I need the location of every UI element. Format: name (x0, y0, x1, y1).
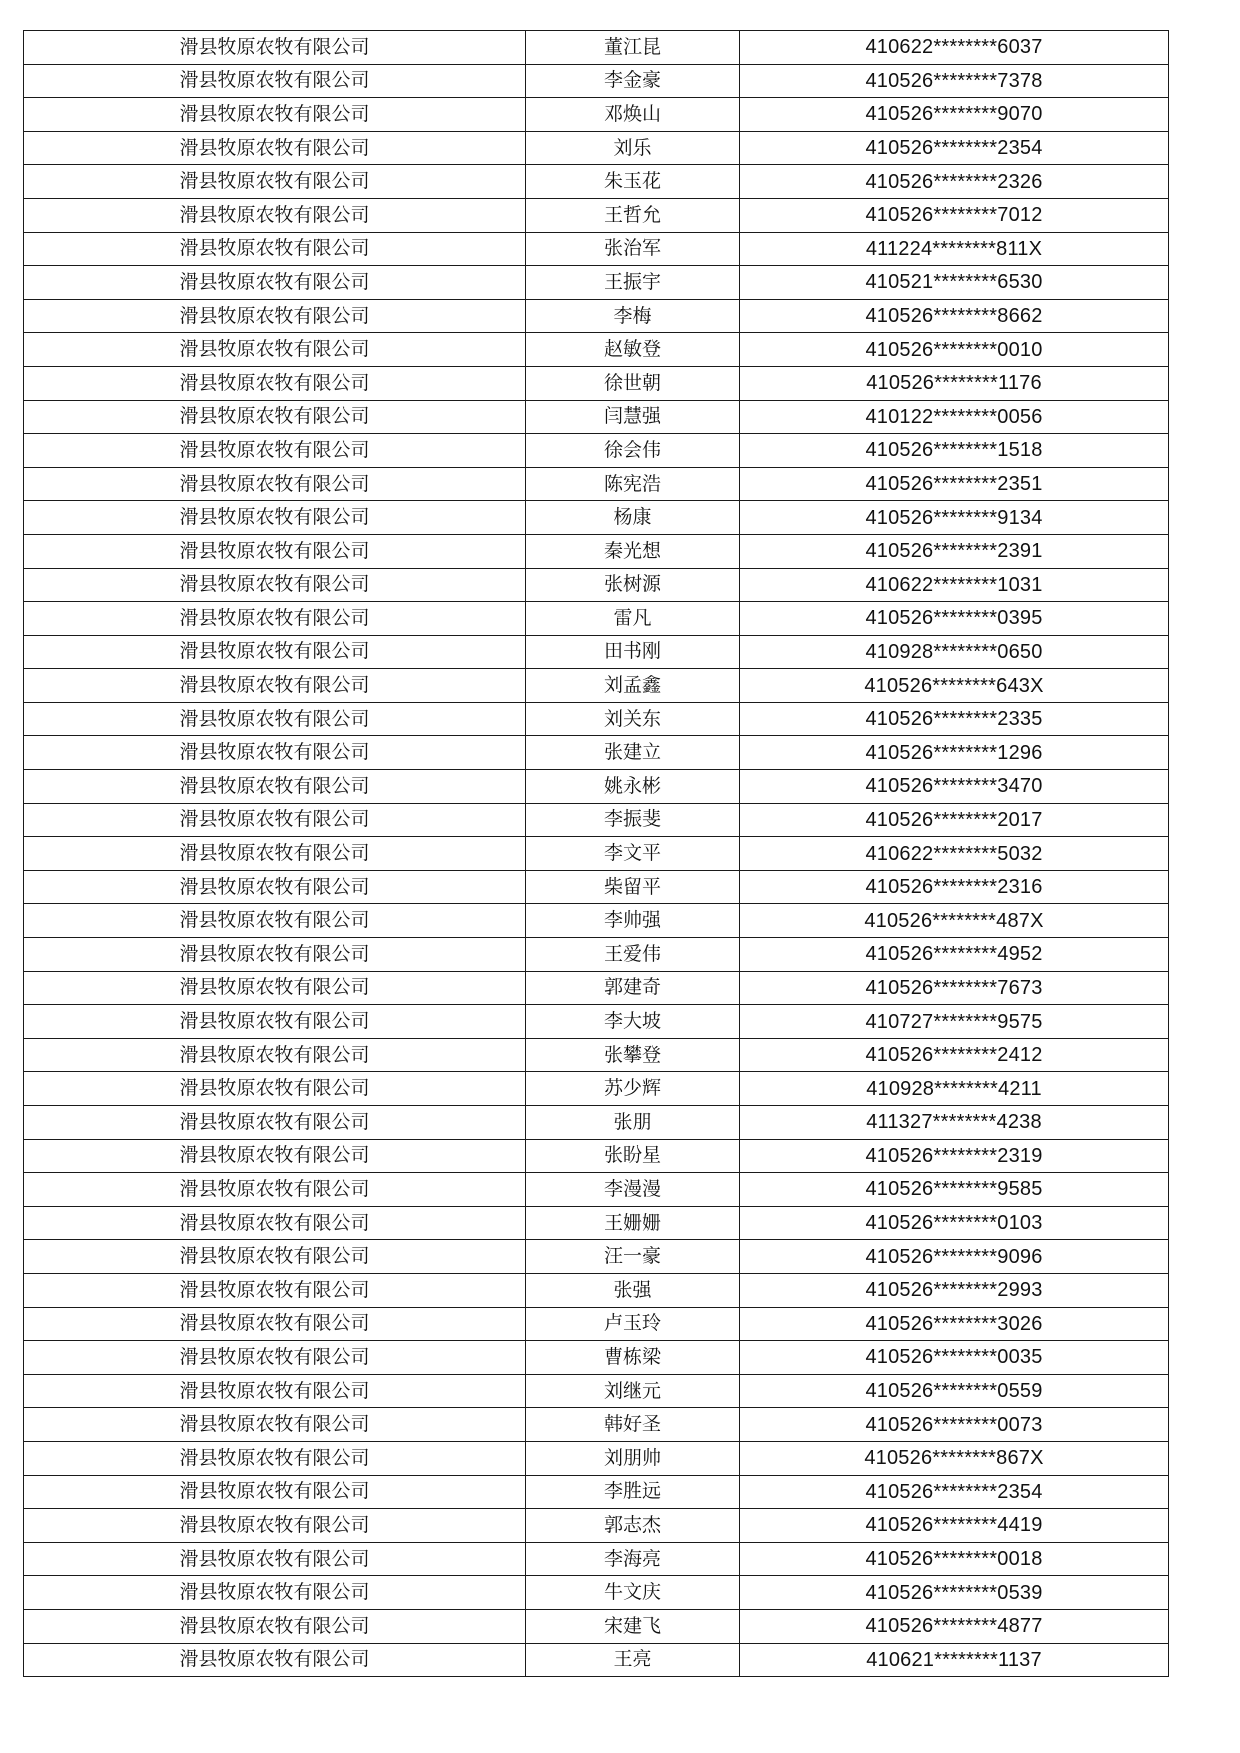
id-number-cell: 410526********2351 (740, 467, 1169, 501)
name-cell: 朱玉花 (526, 165, 740, 199)
name-cell: 汪一豪 (526, 1240, 740, 1274)
name-cell: 张治军 (526, 232, 740, 266)
roster-table (23, 30, 1169, 1677)
name-cell: 牛文庆 (526, 1576, 740, 1610)
company-cell: 滑县牧原农牧有限公司 (24, 1441, 526, 1475)
table-row (24, 1341, 1169, 1375)
name-cell: 刘孟鑫 (526, 669, 740, 703)
company-cell: 滑县牧原农牧有限公司 (24, 736, 526, 770)
company-cell: 滑县牧原农牧有限公司 (24, 266, 526, 300)
table-row (24, 1240, 1169, 1274)
id-number-cell: 410526********7673 (740, 971, 1169, 1005)
table-row (24, 266, 1169, 300)
table-row (24, 1139, 1169, 1173)
id-number-cell: 410526********2316 (740, 870, 1169, 904)
table-row (24, 870, 1169, 904)
name-cell: 赵敏登 (526, 333, 740, 367)
name-cell: 雷凡 (526, 602, 740, 636)
name-cell: 李文平 (526, 837, 740, 871)
table-row (24, 1106, 1169, 1140)
id-number-cell: 410727********9575 (740, 1005, 1169, 1039)
table-row (24, 1475, 1169, 1509)
company-cell: 滑县牧原农牧有限公司 (24, 333, 526, 367)
company-cell: 滑县牧原农牧有限公司 (24, 165, 526, 199)
name-cell: 田书刚 (526, 635, 740, 669)
company-cell: 滑县牧原农牧有限公司 (24, 1139, 526, 1173)
company-cell: 滑县牧原农牧有限公司 (24, 837, 526, 871)
company-cell: 滑县牧原农牧有限公司 (24, 98, 526, 132)
company-cell: 滑县牧原农牧有限公司 (24, 1206, 526, 1240)
company-cell: 滑县牧原农牧有限公司 (24, 602, 526, 636)
id-number-cell: 410526********0103 (740, 1206, 1169, 1240)
company-cell: 滑县牧原农牧有限公司 (24, 1307, 526, 1341)
id-number-cell: 410526********4952 (740, 938, 1169, 972)
company-cell: 滑县牧原农牧有限公司 (24, 1005, 526, 1039)
company-cell: 滑县牧原农牧有限公司 (24, 568, 526, 602)
table-row (24, 770, 1169, 804)
company-cell: 滑县牧原农牧有限公司 (24, 1609, 526, 1643)
table-row (24, 64, 1169, 98)
id-number-cell: 410928********4211 (740, 1072, 1169, 1106)
name-cell: 李金豪 (526, 64, 740, 98)
name-cell: 张强 (526, 1273, 740, 1307)
table-row (24, 1273, 1169, 1307)
name-cell: 李漫漫 (526, 1173, 740, 1207)
id-number-cell: 411224********811X (740, 232, 1169, 266)
name-cell: 韩好圣 (526, 1408, 740, 1442)
name-cell: 李梅 (526, 299, 740, 333)
name-cell: 王爱伟 (526, 938, 740, 972)
id-number-cell: 410526********0539 (740, 1576, 1169, 1610)
table-row (24, 198, 1169, 232)
table-row (24, 467, 1169, 501)
id-number-cell: 410526********9096 (740, 1240, 1169, 1274)
name-cell: 张攀登 (526, 1038, 740, 1072)
id-number-cell: 410526********7378 (740, 64, 1169, 98)
company-cell: 滑县牧原农牧有限公司 (24, 501, 526, 535)
name-cell: 张盼星 (526, 1139, 740, 1173)
company-cell: 滑县牧原农牧有限公司 (24, 198, 526, 232)
company-cell: 滑县牧原农牧有限公司 (24, 1240, 526, 1274)
company-cell: 滑县牧原农牧有限公司 (24, 669, 526, 703)
name-cell: 苏少辉 (526, 1072, 740, 1106)
company-cell: 滑县牧原农牧有限公司 (24, 400, 526, 434)
name-cell: 张树源 (526, 568, 740, 602)
id-number-cell: 410526********4877 (740, 1609, 1169, 1643)
table-row (24, 971, 1169, 1005)
company-cell: 滑县牧原农牧有限公司 (24, 1273, 526, 1307)
table-row (24, 1072, 1169, 1106)
company-cell: 滑县牧原农牧有限公司 (24, 64, 526, 98)
name-cell: 董江昆 (526, 31, 740, 65)
id-number-cell: 410526********2354 (740, 131, 1169, 165)
name-cell: 李海亮 (526, 1542, 740, 1576)
id-number-cell: 410526********7012 (740, 198, 1169, 232)
table-row (24, 232, 1169, 266)
company-cell: 滑县牧原农牧有限公司 (24, 1038, 526, 1072)
company-cell: 滑县牧原农牧有限公司 (24, 904, 526, 938)
name-cell: 邓焕山 (526, 98, 740, 132)
roster-table-body (24, 31, 1169, 1677)
name-cell: 姚永彬 (526, 770, 740, 804)
id-number-cell: 410526********9585 (740, 1173, 1169, 1207)
name-cell: 王亮 (526, 1643, 740, 1677)
id-number-cell: 410526********4419 (740, 1509, 1169, 1543)
company-cell: 滑县牧原农牧有限公司 (24, 1408, 526, 1442)
name-cell: 刘关东 (526, 702, 740, 736)
company-cell: 滑县牧原农牧有限公司 (24, 467, 526, 501)
name-cell: 郭志杰 (526, 1509, 740, 1543)
table-row (24, 938, 1169, 972)
id-number-cell: 410622********6037 (740, 31, 1169, 65)
name-cell: 刘朋帅 (526, 1441, 740, 1475)
id-number-cell: 410526********3470 (740, 770, 1169, 804)
table-row (24, 904, 1169, 938)
company-cell: 滑县牧原农牧有限公司 (24, 971, 526, 1005)
company-cell: 滑县牧原农牧有限公司 (24, 534, 526, 568)
company-cell: 滑县牧原农牧有限公司 (24, 803, 526, 837)
company-cell: 滑县牧原农牧有限公司 (24, 131, 526, 165)
company-cell: 滑县牧原农牧有限公司 (24, 938, 526, 972)
table-row (24, 31, 1169, 65)
name-cell: 陈宪浩 (526, 467, 740, 501)
id-number-cell: 410526********1176 (740, 366, 1169, 400)
company-cell: 滑县牧原农牧有限公司 (24, 1072, 526, 1106)
company-cell: 滑县牧原农牧有限公司 (24, 1509, 526, 1543)
id-number-cell: 410526********487X (740, 904, 1169, 938)
company-cell: 滑县牧原农牧有限公司 (24, 31, 526, 65)
table-row (24, 1005, 1169, 1039)
id-number-cell: 410526********9070 (740, 98, 1169, 132)
table-row (24, 568, 1169, 602)
company-cell: 滑县牧原农牧有限公司 (24, 1576, 526, 1610)
id-number-cell: 411327********4238 (740, 1106, 1169, 1140)
name-cell: 徐世朝 (526, 366, 740, 400)
name-cell: 王哲允 (526, 198, 740, 232)
name-cell: 张朋 (526, 1106, 740, 1140)
id-number-cell: 410526********1296 (740, 736, 1169, 770)
id-number-cell: 410526********2412 (740, 1038, 1169, 1072)
id-number-cell: 410526********2326 (740, 165, 1169, 199)
table-row (24, 1206, 1169, 1240)
company-cell: 滑县牧原农牧有限公司 (24, 434, 526, 468)
name-cell: 王振宇 (526, 266, 740, 300)
table-row (24, 803, 1169, 837)
table-row (24, 736, 1169, 770)
table-row (24, 501, 1169, 535)
table-row (24, 1609, 1169, 1643)
company-cell: 滑县牧原农牧有限公司 (24, 635, 526, 669)
name-cell: 卢玉玲 (526, 1307, 740, 1341)
id-number-cell: 410928********0650 (740, 635, 1169, 669)
name-cell: 刘继元 (526, 1374, 740, 1408)
table-row (24, 299, 1169, 333)
table-row (24, 434, 1169, 468)
company-cell: 滑县牧原农牧有限公司 (24, 232, 526, 266)
company-cell: 滑县牧原农牧有限公司 (24, 702, 526, 736)
company-cell: 滑县牧原农牧有限公司 (24, 1341, 526, 1375)
id-number-cell: 410622********5032 (740, 837, 1169, 871)
id-number-cell: 410526********0395 (740, 602, 1169, 636)
id-number-cell: 410526********2354 (740, 1475, 1169, 1509)
company-cell: 滑县牧原农牧有限公司 (24, 1475, 526, 1509)
table-row (24, 837, 1169, 871)
id-number-cell: 410526********8662 (740, 299, 1169, 333)
company-cell: 滑县牧原农牧有限公司 (24, 870, 526, 904)
table-row (24, 602, 1169, 636)
name-cell: 杨康 (526, 501, 740, 535)
id-number-cell: 410526********1518 (740, 434, 1169, 468)
id-number-cell: 410622********1031 (740, 568, 1169, 602)
table-row (24, 1408, 1169, 1442)
table-row (24, 1038, 1169, 1072)
company-cell: 滑县牧原农牧有限公司 (24, 366, 526, 400)
table-row (24, 366, 1169, 400)
table-row (24, 702, 1169, 736)
company-cell: 滑县牧原农牧有限公司 (24, 770, 526, 804)
table-row (24, 534, 1169, 568)
id-number-cell: 410526********0010 (740, 333, 1169, 367)
name-cell: 秦光想 (526, 534, 740, 568)
id-number-cell: 410526********2391 (740, 534, 1169, 568)
name-cell: 李大坡 (526, 1005, 740, 1039)
id-number-cell: 410526********0018 (740, 1542, 1169, 1576)
company-cell: 滑县牧原农牧有限公司 (24, 1106, 526, 1140)
id-number-cell: 410526********2993 (740, 1273, 1169, 1307)
id-number-cell: 410526********2319 (740, 1139, 1169, 1173)
name-cell: 李振斐 (526, 803, 740, 837)
name-cell: 徐会伟 (526, 434, 740, 468)
table-row (24, 400, 1169, 434)
name-cell: 曹栋梁 (526, 1341, 740, 1375)
id-number-cell: 410526********0035 (740, 1341, 1169, 1375)
table-row (24, 165, 1169, 199)
id-number-cell: 410621********1137 (740, 1643, 1169, 1677)
name-cell: 刘乐 (526, 131, 740, 165)
table-row (24, 1173, 1169, 1207)
company-cell: 滑县牧原农牧有限公司 (24, 1374, 526, 1408)
name-cell: 李帅强 (526, 904, 740, 938)
company-cell: 滑县牧原农牧有限公司 (24, 1173, 526, 1207)
table-row (24, 1307, 1169, 1341)
table-row (24, 1643, 1169, 1677)
id-number-cell: 410526********3026 (740, 1307, 1169, 1341)
name-cell: 柴留平 (526, 870, 740, 904)
table-row (24, 635, 1169, 669)
id-number-cell: 410526********9134 (740, 501, 1169, 535)
name-cell: 闫慧强 (526, 400, 740, 434)
table-row (24, 131, 1169, 165)
name-cell: 王姗姗 (526, 1206, 740, 1240)
id-number-cell: 410122********0056 (740, 400, 1169, 434)
company-cell: 滑县牧原农牧有限公司 (24, 299, 526, 333)
name-cell: 李胜远 (526, 1475, 740, 1509)
id-number-cell: 410526********2017 (740, 803, 1169, 837)
company-cell: 滑县牧原农牧有限公司 (24, 1643, 526, 1677)
table-row (24, 1509, 1169, 1543)
name-cell: 宋建飞 (526, 1609, 740, 1643)
table-row (24, 669, 1169, 703)
table-row (24, 1542, 1169, 1576)
id-number-cell: 410526********867X (740, 1441, 1169, 1475)
name-cell: 张建立 (526, 736, 740, 770)
table-row (24, 1576, 1169, 1610)
table-row (24, 1441, 1169, 1475)
id-number-cell: 410526********0073 (740, 1408, 1169, 1442)
table-row (24, 1374, 1169, 1408)
id-number-cell: 410526********643X (740, 669, 1169, 703)
id-number-cell: 410526********2335 (740, 702, 1169, 736)
table-row (24, 98, 1169, 132)
id-number-cell: 410521********6530 (740, 266, 1169, 300)
name-cell: 郭建奇 (526, 971, 740, 1005)
table-row (24, 333, 1169, 367)
id-number-cell: 410526********0559 (740, 1374, 1169, 1408)
company-cell: 滑县牧原农牧有限公司 (24, 1542, 526, 1576)
